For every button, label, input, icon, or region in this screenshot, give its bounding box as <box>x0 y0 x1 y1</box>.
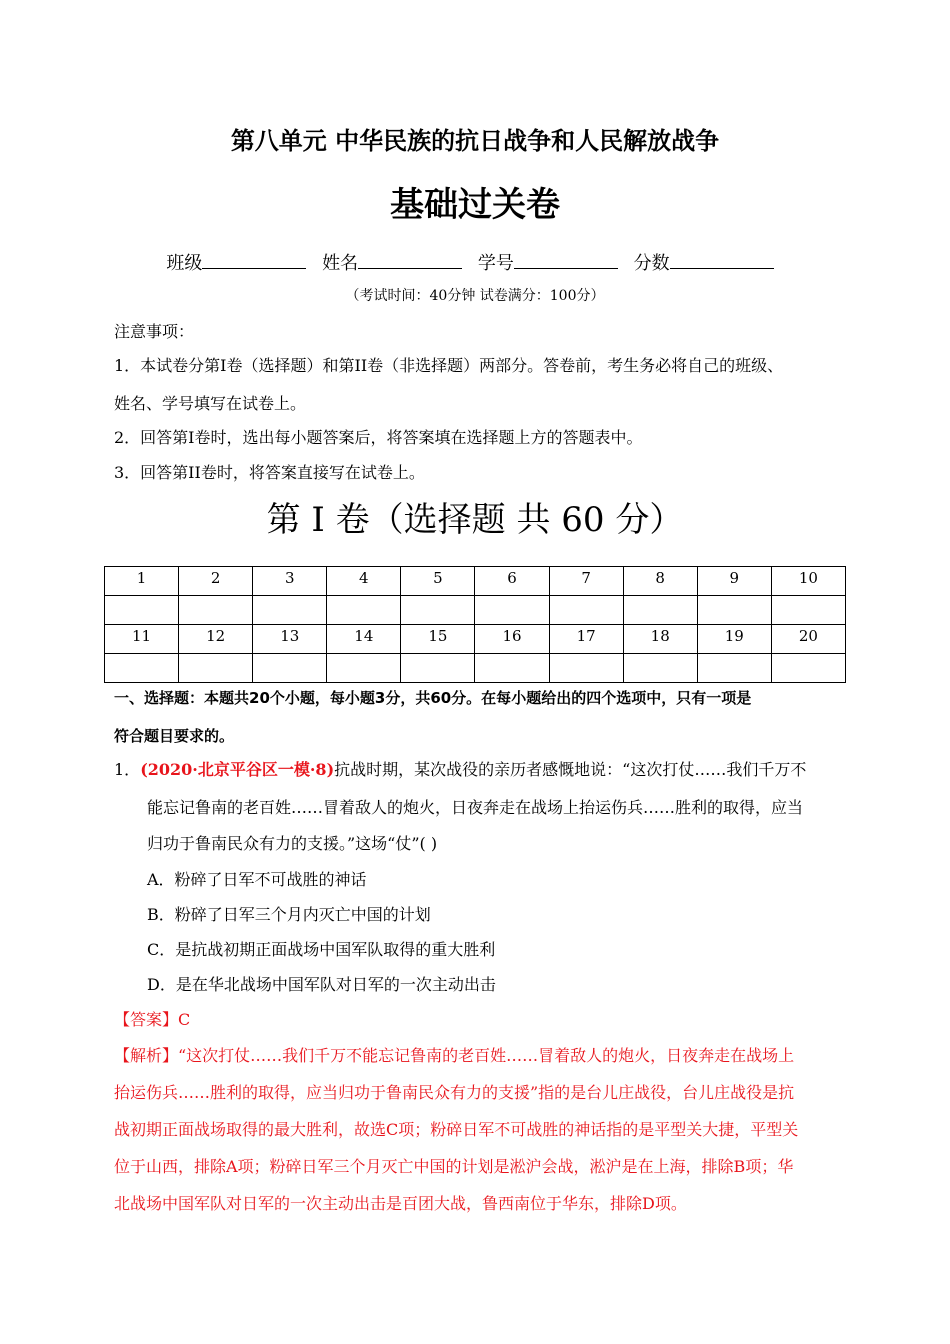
answer-cell[interactable] <box>549 654 623 683</box>
table-cell: 3 <box>253 567 327 596</box>
section-instructions: 符合题目要求的。 <box>114 727 235 745</box>
notes-heading: 注意事项： <box>114 322 195 341</box>
table-cell: 15 <box>401 625 475 654</box>
question-text: 抗战时期，某次战役的亲历者感慨地说：“这次打仗……我们千万不 <box>334 760 807 779</box>
class-blank[interactable] <box>202 250 306 269</box>
option-b[interactable]: B．粉碎了日军三个月内灭亡中国的计划 <box>147 905 431 924</box>
table-row <box>105 596 846 625</box>
answer-cell[interactable] <box>401 654 475 683</box>
answer-cell[interactable] <box>327 596 401 625</box>
answer-cell[interactable] <box>327 654 401 683</box>
analysis-line: 位于山西，排除A项；粉碎日军三个月灭亡中国的计划是淞沪会战，淞沪是在上海，排除B项；华 <box>114 1157 794 1176</box>
answer-cell[interactable] <box>105 654 179 683</box>
table-cell: 5 <box>401 567 475 596</box>
name-blank[interactable] <box>358 250 462 269</box>
paper-subtitle: 基础过关卷 <box>390 185 560 225</box>
table-cell: 12 <box>179 625 253 654</box>
analysis-line: 战初期正面战场取得的最大胜利，故选C项；粉碎日军不可战胜的神话指的是平型关大捷，平型关 <box>114 1120 799 1139</box>
answer-cell[interactable] <box>253 596 327 625</box>
student-info-row <box>0 250 950 276</box>
table-cell: 1 <box>105 567 179 596</box>
score-label: 分数 <box>633 253 670 274</box>
question-text: 能忘记鲁南的老百姓……冒着敌人的炮火，日夜奔走在战场上抬运伤兵……胜利的取得，应当 <box>147 798 804 817</box>
table-row <box>105 567 846 596</box>
table-cell: 13 <box>253 625 327 654</box>
answer-cell[interactable] <box>179 654 253 683</box>
table-cell: 20 <box>771 625 845 654</box>
table-cell: 2 <box>179 567 253 596</box>
table-cell: 11 <box>105 625 179 654</box>
question-source: (2020·北京平谷区一模·8) <box>140 760 335 779</box>
option-a[interactable]: A．粉碎了日军不可战胜的神话 <box>147 870 367 889</box>
answer-cell[interactable] <box>623 654 697 683</box>
answer-cell[interactable] <box>623 596 697 625</box>
answer-cell[interactable] <box>771 596 845 625</box>
analysis-line: 北战场中国军队对日军的一次主动出击是百团大战，鲁西南位于华东，排除D项。 <box>114 1194 687 1213</box>
score-blank[interactable] <box>670 250 774 269</box>
analysis-line: 【解析】“这次打仗……我们千万不能忘记鲁南的老百姓……冒着敌人的炮火，日夜奔走在战场上 <box>114 1046 795 1065</box>
unit-title: 第八单元 中华民族的抗日战争和人民解放战争 <box>230 127 720 155</box>
note-line: 1．本试卷分第I卷（选择题）和第II卷（非选择题）两部分。答卷前，考生务必将自己的班级、 <box>114 356 784 375</box>
question-text: 归功于鲁南民众有力的支援。”这场“仗”( ) <box>147 834 438 853</box>
note-line: 姓名、学号填写在试卷上。 <box>114 394 307 413</box>
student-id-blank[interactable] <box>514 250 618 269</box>
table-cell: 19 <box>697 625 771 654</box>
answer-cell[interactable] <box>253 654 327 683</box>
table-cell: 10 <box>771 567 845 596</box>
analysis-line: 抬运伤兵……胜利的取得，应当归功于鲁南民众有力的支援”指的是台儿庄战役，台儿庄战役是抗 <box>114 1083 795 1102</box>
section-title: 第 I 卷（选择题 共 60 分） <box>266 500 684 540</box>
name-label: 姓名 <box>322 253 359 274</box>
table-cell: 17 <box>549 625 623 654</box>
question-number: 1． <box>114 760 141 779</box>
answer-cell[interactable] <box>771 654 845 683</box>
note-line: 2．回答第I卷时，选出每小题答案后，将答案填在选择题上方的答题表中。 <box>114 428 643 447</box>
class-label: 班级 <box>166 253 203 274</box>
answer-table <box>104 566 846 683</box>
answer-cell[interactable] <box>401 596 475 625</box>
table-cell: 9 <box>697 567 771 596</box>
table-row <box>105 654 846 683</box>
answer-cell[interactable] <box>549 596 623 625</box>
option-d[interactable]: D．是在华北战场中国军队对日军的一次主动出击 <box>147 975 496 994</box>
answer: 【答案】C <box>114 1010 191 1029</box>
table-cell: 16 <box>475 625 549 654</box>
student-id-label: 学号 <box>477 253 514 274</box>
table-cell: 14 <box>327 625 401 654</box>
table-cell: 18 <box>623 625 697 654</box>
option-c[interactable]: C．是抗战初期正面战场中国军队取得的重大胜利 <box>147 940 496 959</box>
table-cell: 4 <box>327 567 401 596</box>
answer-cell[interactable] <box>105 596 179 625</box>
answer-cell[interactable] <box>179 596 253 625</box>
answer-cell[interactable] <box>697 654 771 683</box>
question-first-line <box>114 760 806 780</box>
table-cell: 8 <box>623 567 697 596</box>
answer-cell[interactable] <box>697 596 771 625</box>
note-line: 3．回答第II卷时，将答案直接写在试卷上。 <box>114 463 425 482</box>
answer-cell[interactable] <box>475 596 549 625</box>
table-cell: 6 <box>475 567 549 596</box>
table-cell: 7 <box>549 567 623 596</box>
answer-cell[interactable] <box>475 654 549 683</box>
section-instructions: 一、选择题：本题共20个小题，每小题3分，共60分。在每小题给出的四个选项中，只有一项是 <box>114 689 752 707</box>
exam-time: （考试时间：40分钟 试卷满分：100分） <box>345 288 605 304</box>
table-row <box>105 625 846 654</box>
